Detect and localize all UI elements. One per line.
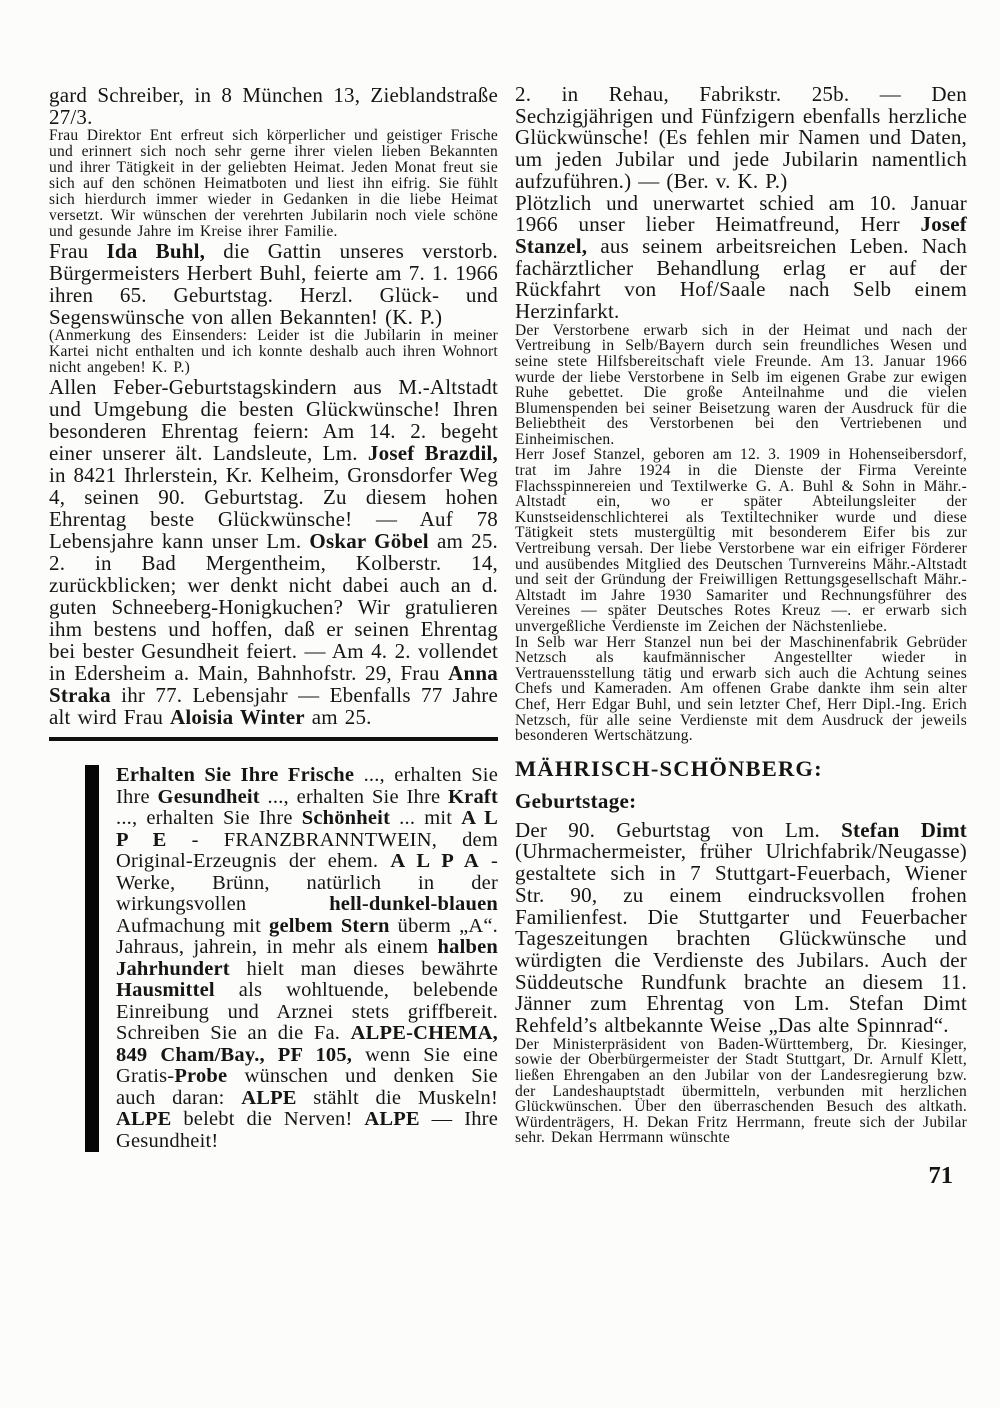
right-column [515, 84, 967, 1190]
left-column [49, 84, 498, 1152]
entry-stefan-dimt: Der 90. Geburtstag von Lm. Stefan Dimt (Uhrmachermeister, früher Ulrichfabrik/Neugasse) gestaltete sich in 7 Stuttgart-Feuerbach, Wiener Str. 90, zu einem eindrucksvollen frohen Familienfest. Die Stuttgarter und Feuerbacher Tageszeitungen brachten Glückwünsche und würdigten die Verdienste des Jubilars. Auch der Süddeutsche Rundfunk brachte an diesem 11. Jänner zum Ehrentag von Lm. Stefan Dimt Rehfeld’s altbekannte Weise „Das alte Spinnrad“. [515, 817, 968, 1038]
entry-ida-buhl: Frau Ida Buhl, die Gattin unseres verstorb. Bürgermeisters Herbert Buhl, feierte am 7. 1. 1966 ihren 65. Geburtstag. Herzl. Glück- und Segenswünsche von allen Bekannten! (K. P.) [49, 239, 498, 329]
entry-ida-buhl-note: (Anmerkung des Einsenders: Leider ist die Jubilarin in meiner Kartei nicht enthalten und ich konnte deshalb auch ihren Wohnort nicht angeben! K. P.) [49, 327, 498, 376]
entry-rehau-continued: 2. in Rehau, Fabrikstr. 25b. — Den Sechzigjährigen und Fünfzigern ebenfalls herzliche Glückwünsche! (Es fehlen mir Namen und Daten, um jeden Jubilar und jede Jubilarin namentlich aufzuführen.) — (Ber. v. K. P.) [515, 82, 967, 193]
entry-stefan-dimt-note: Der Ministerpräsident von Baden-Württemberg, Dr. Kiesinger, sowie der Oberbürgermeister der Stadt Stuttgart, Dr. Arnulf Klett, ließen Ehrengaben an den Jubilar von der Landesregierung bzw. der Landeshauptstadt übermitteln, verbunden mit herzlichen Glückwünschen. Über den überraschenden Besuch des altkath. Würdenträgers, H. Dekan Fritz Herrmann, freute sich der Jubilar sehr. Dekan Herrmann wünschte [515, 1035, 967, 1147]
ad-text: Erhalten Sie Ihre Frische ..., erhalten Sie Ihre Gesundheit ..., erhalten Sie Ihre Kraft ..., erhalten Sie Ihre Schönheit ... mit A L P E - FRANZBRANNTWEIN, dem Original-Erzeugnis der ehem. A L P A - Werke, Brünn, natürlich in der wirkungsvollen hell-dunkel-blauen Aufmachung mit gelbem Stern überm „A“. Jahraus, jahrein, in mehr als einem halben Jahrhundert hielt man dieses bewährte Hausmittel als wohltuende, belebende Einreibung und Arznei stets griffbereit. Schreiben Sie an die Fa. ALPE-CHEMA, 849 Cham/Bay., PF 105, wenn Sie eine Gratis-Probe wünschen und denken Sie auch daran: ALPE stählt die Muskeln! ALPE belebt die Nerven! ALPE — Ihre Gesundheit! [116, 764, 498, 1152]
heading-geburtstage: Geburtstage: [515, 788, 637, 813]
page-number: 71 [928, 1161, 953, 1189]
entry-schreiber-continued: gard Schreiber, in 8 München 13, Zieblandstraße 27/3. [49, 83, 498, 129]
obituary-stanzel-intro: Plötzlich und unerwartet schied am 10. Januar 1966 unser lieber Heimatfreund, Herr Josef Stanzel, aus seinem arbeitsreichen Leben. Nach fachärztlicher Behandlung erlag er auf der Rückfahrt von Hof/Saale nach Selb einem Herzinfarkt. [515, 190, 967, 324]
entry-schreiber-note: Frau Direktor Ent erfreut sich körperlicher und geistiger Frische und erinnert sich noch sehr gerne ihrer vielen lieben Bekannten und ihrer Tätigkeit in der geliebten Heimat. Jeden Monat freut sie sich auf den schönen Heimatboten und liest ihn eifrig. Sie fühlt sich hierdurch immer wieder in Gedanken in die liebe Heimat versetzt. Wir wünschen der verehrten Jubilarin noch viele schöne und gesunde Jahre im Kreise ihrer Familie. [49, 127, 498, 240]
ad-left-bar [85, 765, 99, 1152]
obituary-stanzel-biography: Herr Josef Stanzel, geboren am 12. 3. 1909 in Hohenseibersdorf, trat im Jahre 1924 in die Dienste der Firma Vereinte Flachsspinnereien und Textilwerke G. A. Buhl & Sohn in Mähr.-Altstadt ein, wo er später Abteilungsleiter der Kunstseidenschlichterei als Textiltechniker wurde und diese Tätigkeit stets mustergültig mit besonderem Eifer bis zur Vertreibung versah. Der liebe Verstorbene war ein eifriger Förderer und ausübendes Mitglied des Deutschen Turnvereins Mähr.-Altstadt und seit der Gründung der Freiwilligen Rettungsgesellschaft Mähr.-Altstadt im Jahre 1930 Samariter und Rechnungsführer des Vereines — später Deutsches Rotes Kreuz —. er erwarb sich unvergeßliche Verdienste im Zeichen der Nächstenliebe. [515, 446, 967, 636]
obituary-stanzel-funeral: Der Verstorbene erwarb sich in der Heimat und nach der Vertreibung in Selb/Bayern durch sein freundliches Wesen und seine stete Hilfsbereitschaft viele Freunde. Am 13. Januar 1966 wurde der liebe Verstorbene in Selb im eigenen Grabe zur ewigen Ruhe gebettet. Die große Anteilnahme und die vielen Blumenspenden bei seiner Beisetzung waren der Ausdruck für die Beliebtheit des Verstorbenen bei den Vertriebenen und Einheimischen. [515, 321, 967, 448]
entry-feber-birthdays: Allen Feber-Geburtstagskindern aus M.-Altstadt und Umgebung die besten Glückwünsche! Ihren besonderen Ehrentag feiern: Am 14. 2. begeht einer unserer ält. Landsleute, Lm. Josef Brazdil, in 8421 Ihrlerstein, Kr. Kelheim, Gronsdorfer Weg 4, seinen 90. Geburtstag. Zu diesem hohen Ehrentag beste Glückwünsche! — Auf 78 Lebensjahre kann unser Lm. Oskar Göbel am 25. 2. in Bad Mergentheim, Kolberstr. 14, zurückblicken; wer denkt nicht dabei auch an d. guten Schneeberg-Honigkuchen? Wir gratulieren ihm bestens und hoffen, daß er seinen Ehrentag bei bester Gesundheit feiert. — Am 4. 2. vollendet in Edersheim a. Main, Bahnhofstr. 29, Frau Anna Straka ihr 77. Lebensjahr — Ebenfalls 77 Jahre alt wird Frau Aloisia Winter am 25. [49, 375, 498, 729]
obituary-stanzel-selb: In Selb war Herr Stanzel nun bei der Maschinenfabrik Gebrüder Netzsch als kaufmännischer Angestellter wieder in Vertrauensstellung tätig und erwarb sich auch die Achtung seines Chefs und Kameraden. Am offenen Grabe dankte ihm sein alter Chef, Herr Edgar Buhl, und sein letzter Chef, Herr Dipl.-Ing. Erich Netzsch, für alle seine Verdienste mit dem Ausdruck der jeweils besonderen Wertschätzung. [515, 633, 967, 745]
alpe-advertisement [49, 765, 498, 1152]
section-divider [49, 737, 498, 741]
heading-maehrisch-schoenberg: MÄHRISCH-SCHÖNBERG: [515, 755, 823, 781]
